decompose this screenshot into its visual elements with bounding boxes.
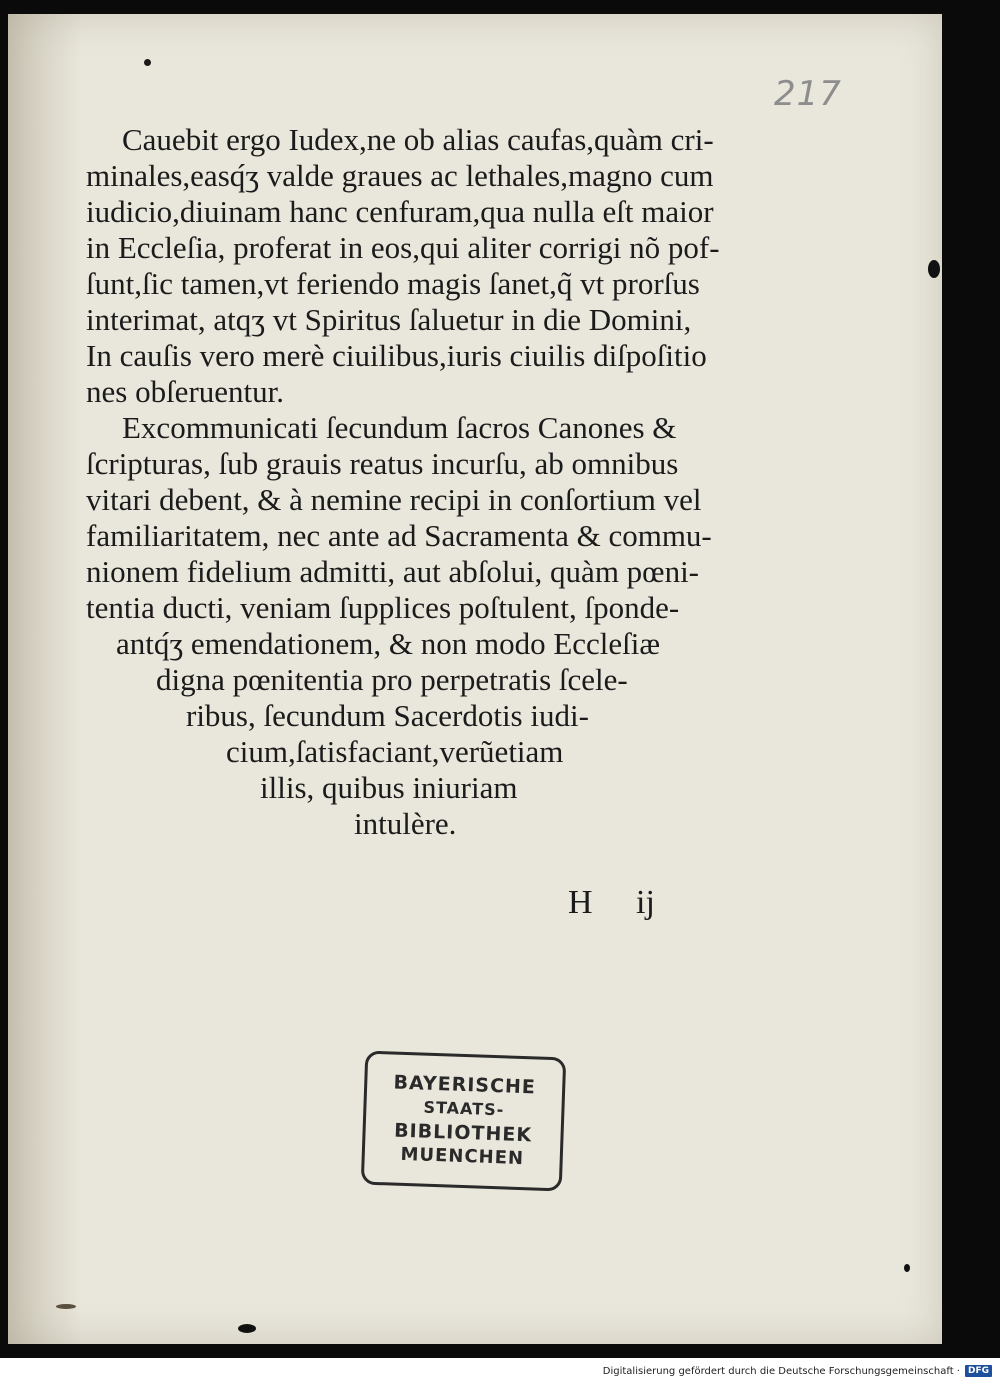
text-line: Excommunicati ſecundum ſacros Canones &: [122, 410, 677, 445]
text-line: nionem fidelium admitti, aut abſolui, quàm pœni-: [86, 554, 700, 589]
ink-spot: [238, 1324, 256, 1333]
dfg-logo-icon: DFG: [965, 1365, 992, 1377]
text-line: antq́ʒ emendationem, & non modo Eccleſiæ: [116, 626, 661, 661]
text-line: iudicio,diuinam hanc cenfuram,qua nulla eſt maior: [86, 194, 714, 229]
text-line: cium,ſatisfaciant,verũetiam: [226, 734, 564, 769]
footer-credit-text: Digitalisierung gefördert durch die Deutsche Forschungsgemeinschaft ·: [602, 1365, 960, 1377]
text-line: in Eccleſia, proferat in eos,qui aliter corrigi nõ pof-: [86, 230, 720, 265]
text-line: interimat, atqʒ vt Spiritus ſaluetur in die Domini,: [86, 302, 692, 337]
text-line: digna pœnitentia pro perpetratis ſcele-: [156, 662, 628, 697]
signature-number: ij: [636, 884, 655, 921]
text-line: tentia ducti, veniam ſupplices poſtulent, ſponde-: [86, 590, 680, 625]
ink-spot: [904, 1264, 910, 1272]
library-stamp: [361, 1051, 567, 1192]
ink-spot: [56, 1304, 76, 1309]
stamp-line: BIBLIOTHEK: [393, 1119, 533, 1147]
stamp-line: STAATS-: [423, 1097, 505, 1120]
footer-credit: [603, 1364, 992, 1378]
stamp-line: MUENCHEN: [400, 1143, 525, 1170]
text-line: ſcripturas, ſub grauis reatus incurſu, ab omnibus: [86, 446, 679, 481]
text-line: In cauſis vero merè ciuilibus,iuris ciuilis diſpoſitio: [86, 338, 707, 373]
text-line: ribus, ſecundum Sacerdotis iudi-: [186, 698, 589, 733]
text-line: vitari debent, & à nemine recipi in conſortium vel: [86, 482, 702, 517]
signature-mark: H: [568, 884, 593, 921]
text-line: familiaritatem, nec ante ad Sacramenta & commu-: [86, 518, 712, 553]
text-line: illis, quibus iniuriam: [260, 770, 518, 805]
book-page: [8, 14, 942, 1344]
ink-dot: [144, 59, 151, 66]
text-line: nes obſeruentur.: [86, 374, 285, 409]
text-line: minales,easq́ʒ valde graues ac lethales,magno cum: [86, 158, 714, 193]
text-line: Cauebit ergo Iudex,ne ob alias caufas,quàm cri-: [122, 122, 714, 157]
handwritten-page-number: 217: [774, 74, 842, 114]
stamp-line: BAYERISCHE: [393, 1071, 537, 1099]
text-line: intulère.: [354, 806, 457, 841]
ink-spot: [928, 260, 940, 278]
text-line: ſunt,ſic tamen,vt feriendo magis ſanet,q̃ vt prorſus: [86, 266, 700, 301]
